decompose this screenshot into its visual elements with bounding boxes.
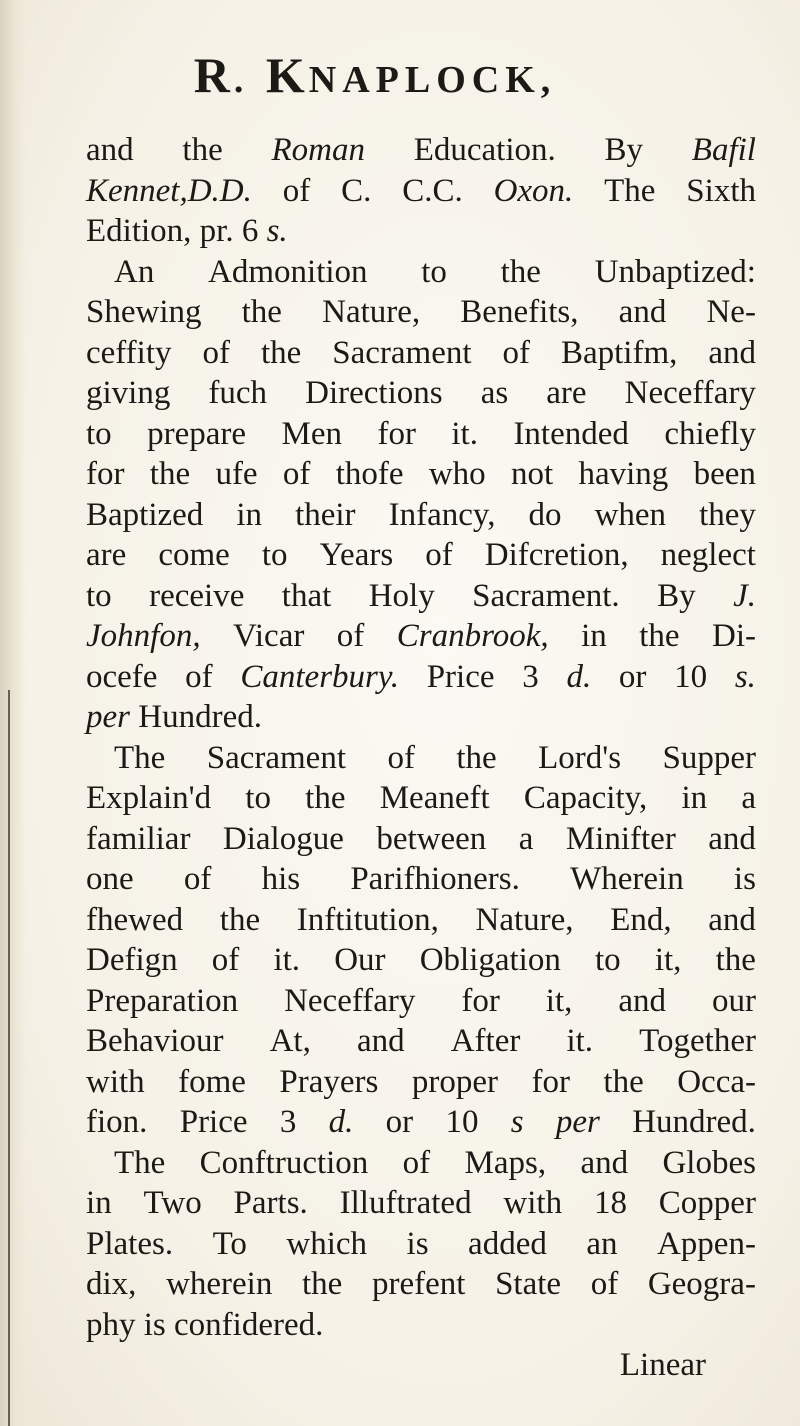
word: pr. xyxy=(199,213,234,249)
word: of xyxy=(590,1266,619,1302)
word: dix, xyxy=(86,1266,137,1302)
word: do xyxy=(528,496,562,533)
word: and xyxy=(618,982,667,1019)
word: Defign xyxy=(86,942,178,978)
word: Maps, xyxy=(464,1144,547,1181)
word: Supper xyxy=(662,739,756,776)
word: Appen- xyxy=(656,1225,756,1262)
word: thofe xyxy=(335,456,404,492)
running-head xyxy=(0,40,775,115)
word: Geogra- xyxy=(647,1266,756,1302)
word: Edition, xyxy=(86,213,192,249)
page-binding-line xyxy=(8,690,10,1426)
word: our xyxy=(711,982,756,1019)
word: Illuftrated xyxy=(339,1185,472,1221)
word: Together xyxy=(639,1023,756,1059)
word: Years xyxy=(319,537,394,573)
word: are xyxy=(86,537,127,573)
text-line xyxy=(86,576,756,617)
word: and xyxy=(580,1144,629,1181)
word: C. xyxy=(341,172,372,209)
word: to xyxy=(245,780,271,816)
word: familiar xyxy=(86,820,191,857)
word: The xyxy=(114,1144,166,1181)
word: Holy xyxy=(368,577,435,614)
word: State xyxy=(495,1266,562,1302)
text-line xyxy=(86,981,756,1022)
word: of xyxy=(185,658,213,695)
word: the xyxy=(302,1266,343,1302)
text-line xyxy=(86,657,756,698)
text-line xyxy=(86,1224,756,1265)
word: By xyxy=(657,577,696,614)
word: s. xyxy=(266,213,288,249)
word: the xyxy=(305,780,346,816)
word: Two xyxy=(143,1185,202,1221)
word: Wherein xyxy=(570,861,684,897)
word: Education. xyxy=(413,132,556,168)
word: in xyxy=(86,1185,112,1221)
word: phy xyxy=(86,1306,136,1343)
word: not xyxy=(510,456,554,492)
word: which xyxy=(286,1225,368,1262)
word: s. xyxy=(734,658,756,695)
text-line xyxy=(86,1183,756,1224)
word: s xyxy=(510,1104,524,1140)
text-line xyxy=(86,900,756,941)
word: one xyxy=(86,861,134,897)
word: Unbaptized: xyxy=(594,253,756,290)
word: 3 xyxy=(279,1104,297,1140)
word: proper xyxy=(411,1063,498,1100)
word: in xyxy=(581,618,607,654)
word: ufe xyxy=(215,456,258,492)
word: Canterbury. xyxy=(240,658,399,695)
word: having xyxy=(578,456,669,492)
text-line xyxy=(86,211,756,252)
word: for xyxy=(531,1063,570,1100)
text-line xyxy=(86,292,756,333)
word: the xyxy=(149,456,191,492)
word: Bafil xyxy=(691,132,756,168)
word: Inftitution, xyxy=(296,901,439,938)
word: in xyxy=(236,496,263,533)
word: Sacrament xyxy=(332,334,472,371)
word: After xyxy=(450,1023,521,1059)
word: who xyxy=(428,456,486,492)
word: of xyxy=(336,618,365,654)
word: Hundred. xyxy=(632,1104,756,1140)
word: to xyxy=(595,942,621,978)
word: J. xyxy=(733,577,756,614)
word: or xyxy=(385,1104,414,1140)
word: with xyxy=(503,1185,563,1221)
word: giving xyxy=(86,375,171,411)
word: Oxon. xyxy=(493,172,574,209)
word: they xyxy=(699,496,756,533)
word: it. xyxy=(451,415,478,452)
word: prepare xyxy=(147,415,247,452)
word: is xyxy=(406,1225,429,1262)
word: per xyxy=(86,699,130,735)
word: with xyxy=(86,1063,145,1100)
word: Sixth xyxy=(686,172,756,209)
word: Globes xyxy=(662,1144,756,1181)
word: Di- xyxy=(711,618,756,654)
word: added xyxy=(468,1225,547,1262)
word: 10 xyxy=(674,658,708,695)
word: Capacity, xyxy=(523,780,648,816)
word: of xyxy=(425,537,453,573)
text-line xyxy=(86,1143,756,1184)
word: Johnfon, xyxy=(86,618,201,654)
word: is xyxy=(143,1306,166,1343)
word: C.C. xyxy=(402,172,463,209)
running-head-text: R. KNAPLOCK, xyxy=(193,47,557,103)
word: to xyxy=(261,537,288,573)
word: Vicar xyxy=(233,618,305,654)
word: for xyxy=(461,982,500,1019)
text-line xyxy=(86,778,756,819)
word: the xyxy=(219,901,261,938)
word: Directions xyxy=(305,375,443,411)
word: Parts. xyxy=(233,1185,308,1221)
word: Our xyxy=(334,942,386,978)
word: and xyxy=(708,820,756,857)
word: Plates. xyxy=(86,1225,174,1262)
word: of xyxy=(502,334,530,371)
word: to xyxy=(86,577,112,614)
word: the xyxy=(260,334,302,371)
word: Sacrament. xyxy=(472,577,620,614)
word: ceffity xyxy=(86,334,172,371)
word: the xyxy=(241,294,282,330)
word: 3 xyxy=(522,658,539,695)
word: Nature, xyxy=(322,294,421,330)
word: Roman xyxy=(271,132,365,168)
word: Neceffary xyxy=(624,375,756,411)
word: an xyxy=(586,1225,618,1262)
text-line xyxy=(86,940,756,981)
text-line xyxy=(86,373,756,414)
text-line xyxy=(86,1102,756,1143)
word: is xyxy=(733,861,756,897)
word: Shewing xyxy=(86,294,202,330)
text-line xyxy=(86,495,756,536)
word: End, xyxy=(610,901,672,938)
word: Admonition xyxy=(208,253,368,290)
word: confidered. xyxy=(174,1306,324,1343)
word: Minifter xyxy=(565,820,676,857)
text-line xyxy=(86,738,756,779)
word: Price xyxy=(426,658,495,695)
word: of xyxy=(387,739,415,776)
word: By xyxy=(604,132,644,168)
word: Kennet,D.D. xyxy=(86,172,252,209)
catchword-line xyxy=(86,1345,756,1386)
word: fion. xyxy=(86,1104,148,1140)
word: Ne- xyxy=(706,294,756,330)
word: Men xyxy=(281,415,342,452)
text-line xyxy=(86,171,756,212)
word: Meaneft xyxy=(379,780,490,816)
word: it, xyxy=(545,982,573,1019)
word: come xyxy=(158,537,230,573)
word: for xyxy=(86,456,125,492)
word: Nature, xyxy=(475,901,574,938)
word: Behaviour xyxy=(86,1023,224,1059)
word: prefent xyxy=(371,1266,466,1302)
word: The xyxy=(604,172,656,209)
word: fhewed xyxy=(86,901,184,938)
word: 10 xyxy=(445,1104,479,1140)
word: and xyxy=(86,132,134,168)
word: chiefly xyxy=(664,415,756,452)
word: Hundred. xyxy=(138,699,262,735)
word: as xyxy=(480,375,509,411)
word: d. xyxy=(566,658,592,695)
word: Obligation xyxy=(419,942,561,978)
word: Conftruction xyxy=(199,1144,369,1181)
word: neglect xyxy=(660,537,756,573)
page-binding-edge xyxy=(0,0,26,1426)
text-line xyxy=(86,697,756,738)
text-line xyxy=(86,1264,756,1305)
word: 18 xyxy=(593,1185,627,1221)
word: when xyxy=(594,496,667,533)
word: of xyxy=(202,334,230,371)
word: Lord's xyxy=(538,739,622,776)
word: Copper xyxy=(658,1185,756,1221)
word: the xyxy=(715,942,756,978)
word: the xyxy=(182,132,223,168)
word: it. xyxy=(273,942,301,978)
word: of xyxy=(282,456,311,492)
text-line xyxy=(86,1305,756,1346)
word: Infancy, xyxy=(388,496,496,533)
word: Intended xyxy=(513,415,629,452)
word: and xyxy=(708,901,756,938)
word: Parifhioners. xyxy=(350,861,520,897)
word: per xyxy=(555,1104,600,1140)
word: a xyxy=(741,780,756,816)
word: Explain'd xyxy=(86,780,212,816)
word: and xyxy=(708,334,756,371)
word: it, xyxy=(654,942,682,978)
word: and xyxy=(618,294,667,330)
word: that xyxy=(281,577,332,614)
word: Preparation xyxy=(86,982,239,1019)
text-line xyxy=(86,1021,756,1062)
word: fome xyxy=(178,1063,246,1100)
word: d. xyxy=(328,1104,354,1140)
word: in xyxy=(681,780,708,816)
word: Baptifm, xyxy=(560,334,678,371)
word: the xyxy=(456,739,497,776)
word: Difcretion, xyxy=(484,537,629,573)
word: wherein xyxy=(166,1266,273,1302)
word: fuch xyxy=(208,375,268,411)
word: been xyxy=(693,456,756,492)
word: of xyxy=(183,861,212,897)
word: At, xyxy=(269,1023,311,1059)
word: of xyxy=(402,1144,431,1181)
word: receive xyxy=(149,577,245,614)
word: his xyxy=(261,861,301,897)
word: Baptized xyxy=(86,496,204,533)
text-line xyxy=(86,252,756,293)
word: Dialogue xyxy=(222,820,344,857)
word: Cranbrook, xyxy=(396,618,549,654)
word: their xyxy=(295,496,356,533)
text-line xyxy=(86,333,756,374)
word: of xyxy=(282,172,311,209)
word: the xyxy=(500,253,541,290)
word: or xyxy=(618,658,647,695)
word: of xyxy=(211,942,240,978)
word: and xyxy=(356,1023,405,1059)
text-line xyxy=(86,819,756,860)
advertisement-text xyxy=(86,130,756,1386)
word: it. xyxy=(566,1023,594,1059)
text-line xyxy=(86,1062,756,1103)
word: To xyxy=(212,1225,247,1262)
text-line xyxy=(86,454,756,495)
word: are xyxy=(546,375,587,411)
catchword: Linear xyxy=(619,1347,706,1383)
word: Price xyxy=(179,1104,248,1140)
word: An xyxy=(114,253,155,290)
word: for xyxy=(377,415,416,452)
word: Occa- xyxy=(677,1063,756,1100)
word: to xyxy=(421,253,447,290)
text-line xyxy=(86,535,756,576)
text-line xyxy=(86,130,756,171)
word: Prayers xyxy=(279,1063,379,1100)
text-line xyxy=(86,859,756,900)
word: Sacrament xyxy=(206,739,347,776)
word: between xyxy=(376,820,487,857)
word: a xyxy=(518,820,534,857)
text-line xyxy=(86,414,756,455)
word: to xyxy=(86,415,112,452)
word: the xyxy=(603,1063,644,1100)
word: Neceffary xyxy=(284,982,416,1019)
word: ocefe xyxy=(86,658,158,695)
word: The xyxy=(114,739,166,776)
word: Benefits, xyxy=(460,294,579,330)
text-line xyxy=(86,616,756,657)
word: 6 xyxy=(241,213,259,249)
word: the xyxy=(639,618,680,654)
